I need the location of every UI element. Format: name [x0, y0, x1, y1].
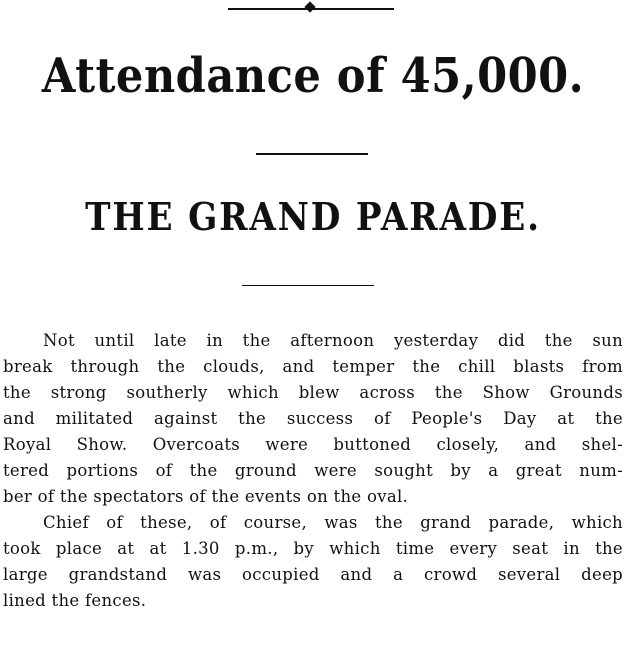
- text-line: Chief of these, of course, was the grand parade, which: [43, 513, 623, 532]
- article-body: [3, 328, 623, 614]
- text-line: and militated against the success of People's Day at the: [3, 409, 623, 428]
- text-line: break through the clouds, and temper the chill blasts from: [3, 357, 623, 376]
- paragraph-1: [3, 328, 623, 510]
- diamond-ornament-icon: [304, 1, 315, 12]
- text-line: Royal Show. Overcoats were buttoned closely, and shel-: [3, 435, 623, 454]
- text-line: the strong southerly which blew across the Show Grounds: [3, 383, 623, 402]
- text-line: Not until late in the afternoon yesterday did the sun: [43, 331, 623, 350]
- subheadline: THE GRAND PARADE.: [85, 194, 541, 239]
- headline-divider-rule: [256, 153, 368, 155]
- text-line: took place at at 1.30 p.m., by which time every seat in the: [3, 539, 623, 558]
- text-line: lined the fences.: [3, 591, 147, 610]
- text-line: large grandstand was occupied and a crowd several deep: [3, 565, 623, 584]
- text-line: ber of the spectators of the events on the oval.: [3, 487, 409, 506]
- text-line: tered portions of the ground were sought by a great num-: [3, 461, 623, 480]
- paragraph-2: [3, 510, 623, 614]
- headline: Attendance of 45,000.: [41, 48, 585, 104]
- subheadline-divider-rule: [242, 285, 374, 286]
